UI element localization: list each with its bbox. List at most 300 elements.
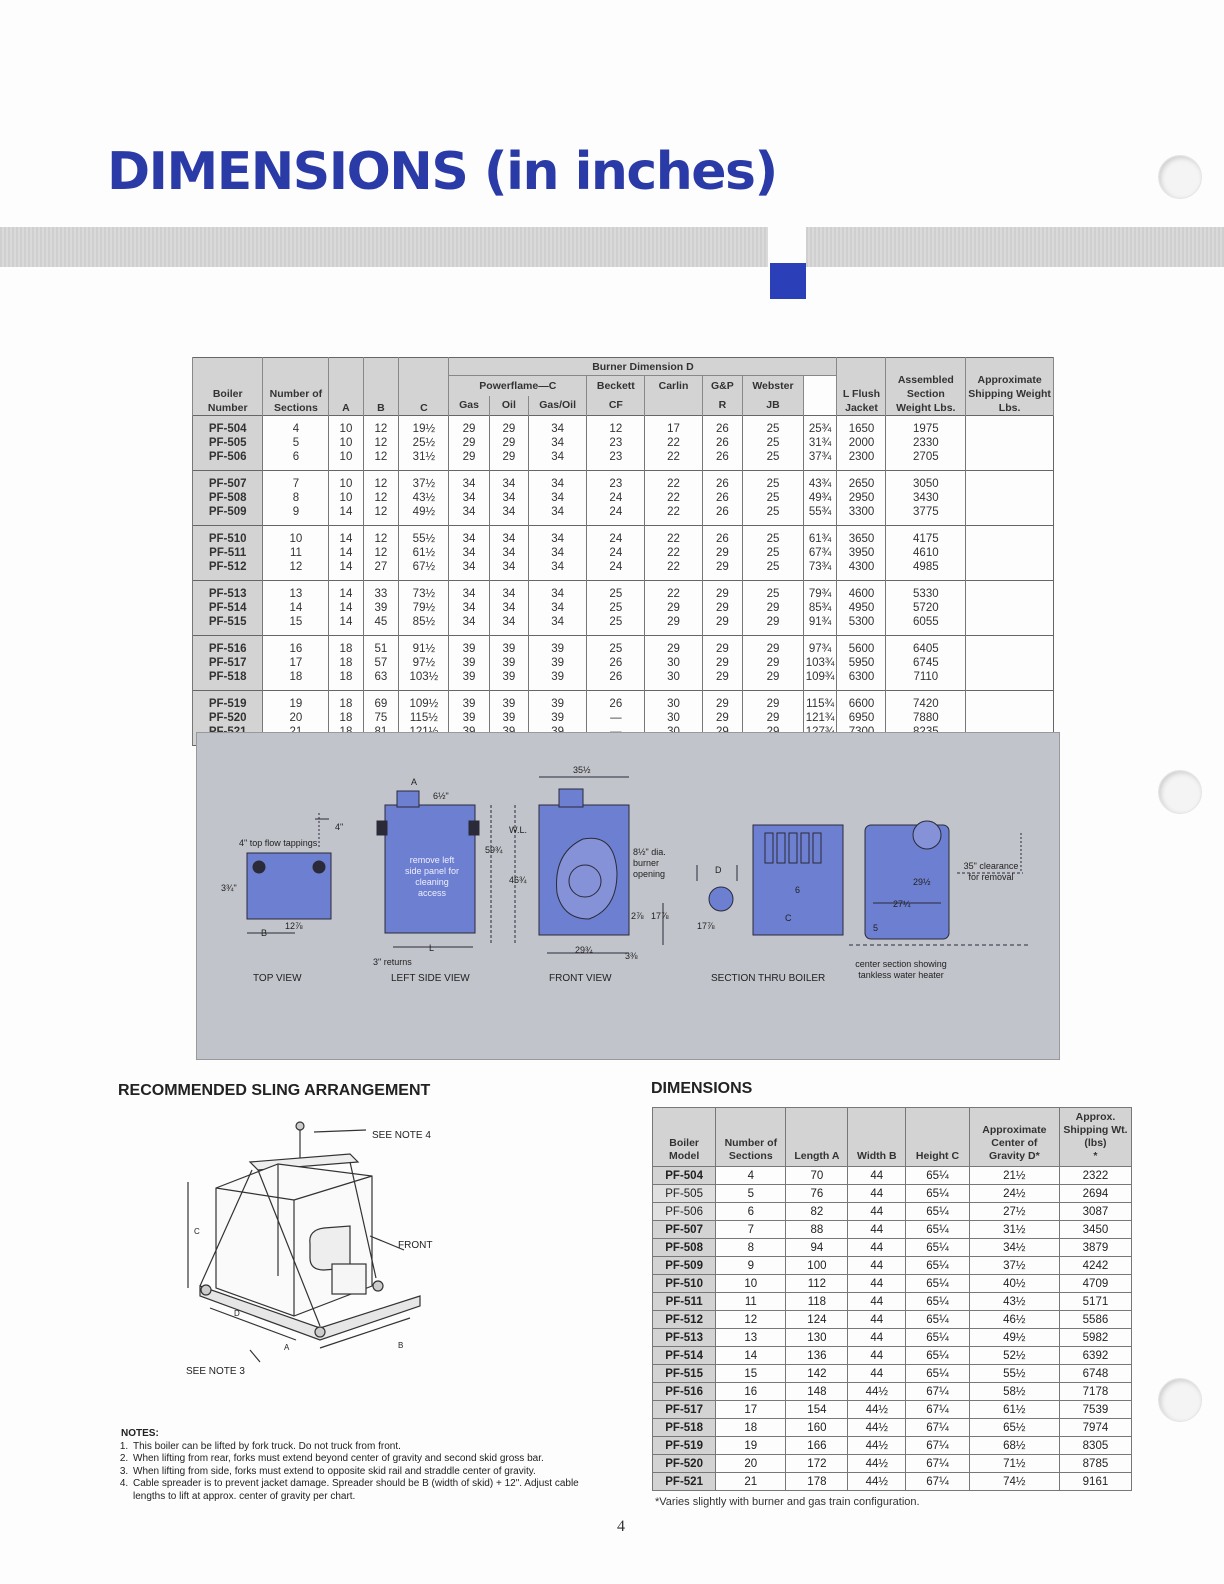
value-cell: 44½ (848, 1437, 906, 1455)
value-cell: 65¼ (906, 1221, 970, 1239)
value-cell: 136 (786, 1347, 848, 1365)
value-cell: 25 (743, 526, 803, 547)
value-cell: 30 (645, 711, 702, 725)
value-cell: 34 (449, 560, 489, 581)
value-cell: 27½ (969, 1203, 1059, 1221)
dim-a: A (411, 777, 418, 787)
value-cell: 4175 (886, 526, 966, 547)
table-row (193, 615, 1054, 636)
value-cell: 82 (786, 1203, 848, 1221)
value-cell: 34 (489, 491, 528, 505)
col-b: B (363, 358, 399, 416)
value-cell: 51 (363, 636, 399, 657)
value-cell: 2694 (1059, 1185, 1131, 1203)
value-cell: 85¾ (803, 601, 837, 615)
value-cell: 23 (587, 450, 645, 471)
value-cell: 55½ (399, 526, 449, 547)
col-length: Length A (786, 1108, 848, 1167)
value-cell: 109½ (399, 691, 449, 712)
value-cell: 109¾ (803, 670, 837, 691)
value-cell: 44½ (848, 1455, 906, 1473)
value-cell: 63 (363, 670, 399, 691)
value-cell: 15 (716, 1365, 786, 1383)
value-cell: 34 (449, 581, 489, 602)
value-cell: 29 (449, 450, 489, 471)
top-view-label: TOP VIEW (253, 973, 302, 984)
value-cell: 4610 (886, 546, 966, 560)
table-row (193, 691, 1054, 712)
value-cell: 25 (743, 471, 803, 492)
value-cell: 34 (489, 601, 528, 615)
value-cell: 79¾ (803, 581, 837, 602)
value-cell: 10 (329, 491, 363, 505)
value-cell: 65¼ (906, 1275, 970, 1293)
burner-opening-label: 8½" dia. burner opening (633, 847, 666, 879)
value-cell: 3879 (1059, 1239, 1131, 1257)
value-cell: 29 (743, 615, 803, 636)
col-center-gravity: Approximate Center of Gravity D* (969, 1108, 1059, 1167)
value-cell: 18 (329, 670, 363, 691)
sling-heading: RECOMMENDED SLING ARRANGEMENT (118, 1082, 431, 1099)
value-cell: 44 (848, 1239, 906, 1257)
value-cell: 65¼ (906, 1167, 970, 1185)
value-cell: 25 (743, 491, 803, 505)
col-webster: Webster (743, 376, 803, 396)
value-cell: 3050 (886, 471, 966, 492)
value-cell: 34 (489, 581, 528, 602)
value-cell: 67¾ (803, 546, 837, 560)
value-cell: 5330 (886, 581, 966, 602)
model-cell: PF-511 (193, 546, 263, 560)
value-cell: 44 (848, 1311, 906, 1329)
value-cell: 29 (702, 546, 743, 560)
value-cell: 3300 (837, 505, 886, 526)
value-cell: 11 (263, 546, 329, 560)
notes-heading: NOTES: (121, 1428, 159, 1439)
value-cell: 3950 (837, 546, 886, 560)
value-cell: 14 (329, 560, 363, 581)
value-cell: 43½ (969, 1293, 1059, 1311)
table-row (193, 471, 1054, 492)
value-cell: 25 (743, 436, 803, 450)
value-cell: 61½ (969, 1401, 1059, 1419)
value-cell: 34 (489, 471, 528, 492)
table-row (193, 656, 1054, 670)
value-cell: 7178 (1059, 1383, 1131, 1401)
col-a: A (329, 358, 363, 416)
value-cell: 22 (645, 546, 702, 560)
value-cell: 65¼ (906, 1293, 970, 1311)
col-flush-jacket: L Flush Jacket (837, 358, 886, 416)
model-cell: PF-518 (653, 1419, 716, 1437)
model-cell: PF-520 (193, 711, 263, 725)
value-cell: 22 (645, 436, 702, 450)
value-cell: 12 (363, 471, 399, 492)
value-cell: 19 (716, 1437, 786, 1455)
value-cell: 29 (702, 636, 743, 657)
value-cell: 4600 (837, 581, 886, 602)
value-cell: 34 (529, 436, 587, 450)
value-cell: 39 (449, 691, 489, 712)
value-cell: 61½ (399, 546, 449, 560)
value-cell: 76 (786, 1185, 848, 1203)
value-cell: 3450 (1059, 1221, 1131, 1239)
value-cell: 17 (645, 416, 702, 437)
value-cell: 75 (363, 711, 399, 725)
value-cell: 65½ (969, 1419, 1059, 1437)
table-row (653, 1455, 1132, 1473)
value-cell: 22 (645, 471, 702, 492)
value-cell: 30 (645, 691, 702, 712)
dim-6-1-2: 6½" (433, 791, 449, 801)
value-cell: 26 (702, 526, 743, 547)
sling-arrangement-drawing (180, 1118, 440, 1398)
value-cell: 24½ (969, 1185, 1059, 1203)
front-label: FRONT (398, 1240, 433, 1251)
model-cell: PF-510 (653, 1275, 716, 1293)
value-cell: 67¼ (906, 1455, 970, 1473)
value-cell: 44 (848, 1257, 906, 1275)
value-cell: 39 (449, 670, 489, 691)
model-cell: PF-519 (193, 691, 263, 712)
model-cell: PF-516 (193, 636, 263, 657)
col-section-weight: Assembled Section Weight Lbs. (886, 358, 966, 416)
value-cell: 55¾ (803, 505, 837, 526)
col-carlin-blank (645, 396, 702, 416)
value-cell: 22 (645, 505, 702, 526)
value-cell: 1975 (886, 416, 966, 437)
value-cell: 5720 (886, 601, 966, 615)
value-cell: 29 (702, 656, 743, 670)
value-cell: 7974 (1059, 1419, 1131, 1437)
value-cell: 10 (329, 450, 363, 471)
value-cell: 29 (702, 670, 743, 691)
value-cell: 44 (848, 1347, 906, 1365)
value-cell: 29 (489, 416, 528, 437)
table-row (653, 1275, 1132, 1293)
model-cell: PF-504 (193, 416, 263, 437)
value-cell: 29 (702, 691, 743, 712)
value-cell: 22 (645, 560, 702, 581)
dim-l: L (429, 943, 435, 953)
value-cell: 22 (645, 450, 702, 471)
hook-icon (296, 1122, 304, 1130)
sling-label-b: B (398, 1341, 404, 1350)
value-cell: 4709 (1059, 1275, 1131, 1293)
value-cell: 12 (363, 491, 399, 505)
table-row (653, 1473, 1132, 1491)
tankless-heater-icon (913, 821, 941, 849)
note-item: 2. When lifting from rear, forks must extend beyond center of gravity and second skid gross bar. (131, 1453, 591, 1466)
table-row (193, 450, 1054, 471)
value-cell: 44½ (848, 1473, 906, 1491)
value-cell: 20 (263, 711, 329, 725)
value-cell: 12 (363, 436, 399, 450)
footnote-star: * (1093, 1150, 1098, 1162)
value-cell: 24 (587, 560, 645, 581)
value-cell: 16 (263, 636, 329, 657)
value-cell: 6 (263, 450, 329, 471)
value-cell: 12 (363, 450, 399, 471)
value-cell: 29 (645, 601, 702, 615)
value-cell: 29 (449, 436, 489, 450)
value-cell: 2000 (837, 436, 886, 450)
value-cell: 3650 (837, 526, 886, 547)
remove-panel-label: remove left side panel for cleaning access (404, 855, 460, 898)
value-cell: 39 (489, 691, 528, 712)
value-cell: 25¾ (803, 416, 837, 437)
value-cell: 1650 (837, 416, 886, 437)
value-cell: 4242 (1059, 1257, 1131, 1275)
value-cell: 44 (848, 1221, 906, 1239)
value-cell: 20 (716, 1455, 786, 1473)
value-cell: 29 (702, 560, 743, 581)
model-cell: PF-514 (193, 601, 263, 615)
table-row (653, 1167, 1132, 1185)
value-cell: 71½ (969, 1455, 1059, 1473)
value-cell: 6 (716, 1203, 786, 1221)
value-cell: 12 (587, 416, 645, 437)
value-cell: 34 (529, 491, 587, 505)
top-tapping-right-icon (313, 861, 325, 873)
value-cell: 34 (489, 526, 528, 547)
burner-dimensions-table (192, 357, 1054, 746)
value-cell: 37½ (399, 471, 449, 492)
value-cell: 19 (263, 691, 329, 712)
sling-label-c: C (194, 1227, 200, 1236)
value-cell: 2705 (886, 450, 966, 471)
model-cell: PF-516 (653, 1383, 716, 1401)
table-row (653, 1311, 1132, 1329)
value-cell: 14 (263, 601, 329, 615)
binder-hole-icon (1158, 1378, 1202, 1422)
value-cell: 29 (489, 436, 528, 450)
model-cell: PF-506 (193, 450, 263, 471)
value-cell: 2650 (837, 471, 886, 492)
model-cell: PF-508 (193, 491, 263, 505)
value-cell: 39 (529, 691, 587, 712)
value-cell: 34 (489, 615, 528, 636)
burner-box (332, 1264, 366, 1294)
dim-2-7-8: 2⅞ (631, 911, 644, 921)
table-row (193, 491, 1054, 505)
value-cell: 73½ (399, 581, 449, 602)
value-cell: 67¼ (906, 1419, 970, 1437)
table-row (653, 1419, 1132, 1437)
value-cell: 39 (529, 711, 587, 725)
value-cell: 73¾ (803, 560, 837, 581)
table-row (653, 1293, 1132, 1311)
value-cell: 5300 (837, 615, 886, 636)
value-cell: 29 (743, 691, 803, 712)
value-cell: 29 (743, 636, 803, 657)
value-cell: 10 (329, 416, 363, 437)
value-cell: 14 (329, 581, 363, 602)
value-cell: 44 (848, 1329, 906, 1347)
boiler-views-svg (197, 733, 1059, 1059)
col-c: C (399, 358, 449, 416)
value-cell: 13 (716, 1329, 786, 1347)
sling-label-a: A (284, 1343, 290, 1352)
value-cell: 25 (743, 416, 803, 437)
value-cell: 14 (716, 1347, 786, 1365)
value-cell: 6300 (837, 670, 886, 691)
value-cell: 30 (645, 670, 702, 691)
returns-label: 3" returns (373, 957, 412, 967)
table-row (653, 1257, 1132, 1275)
table-row (653, 1401, 1132, 1419)
value-cell: 65¼ (906, 1239, 970, 1257)
table-row (653, 1329, 1132, 1347)
col-gp: G&P (702, 376, 743, 396)
model-cell: PF-515 (653, 1365, 716, 1383)
binder-hole-icon (1158, 770, 1202, 814)
col-oil: Oil (489, 396, 528, 416)
value-cell: 172 (786, 1455, 848, 1473)
table-row (653, 1347, 1132, 1365)
table-row (193, 560, 1054, 581)
table-row (653, 1203, 1132, 1221)
value-cell: 34 (449, 505, 489, 526)
value-cell: 24 (587, 546, 645, 560)
water-line-label: W.L. (509, 825, 528, 835)
value-cell: 61¾ (803, 526, 837, 547)
value-cell: 12 (363, 546, 399, 560)
value-cell: 23 (587, 471, 645, 492)
value-cell: 18 (329, 636, 363, 657)
value-cell: 2322 (1059, 1167, 1131, 1185)
value-cell: 26 (587, 656, 645, 670)
value-cell: 12 (363, 505, 399, 526)
value-cell: 30 (645, 656, 702, 670)
value-cell: 100 (786, 1257, 848, 1275)
dim-4: 4" (335, 822, 344, 832)
value-cell: 44 (848, 1185, 906, 1203)
value-cell: 94 (786, 1239, 848, 1257)
value-cell: 70 (786, 1167, 848, 1185)
value-cell: 31¾ (803, 436, 837, 450)
value-cell: 34 (529, 505, 587, 526)
model-cell: PF-504 (653, 1167, 716, 1185)
value-cell: 34 (529, 601, 587, 615)
value-cell: 22 (645, 491, 702, 505)
value-cell: 52½ (969, 1347, 1059, 1365)
value-cell: 37¾ (803, 450, 837, 471)
model-cell: PF-508 (653, 1239, 716, 1257)
note-item: 4. Cable spreader is to prevent jacket damage. Spreader should be B (width of skid) + 12". Adjust cable lengths to lift at approx. center of gravity per chart. (131, 1478, 591, 1503)
value-cell: 4300 (837, 560, 886, 581)
value-cell: 2300 (837, 450, 886, 471)
value-cell: 97¾ (803, 636, 837, 657)
model-cell: PF-521 (653, 1473, 716, 1491)
value-cell: 29 (702, 615, 743, 636)
value-cell: 103½ (399, 670, 449, 691)
value-cell: 91¾ (803, 615, 837, 636)
value-cell: 34 (489, 505, 528, 526)
dim-35-1-2: 35½ (573, 765, 591, 775)
model-cell: PF-509 (193, 505, 263, 526)
value-cell: 178 (786, 1473, 848, 1491)
value-cell: 34 (449, 471, 489, 492)
table-row (193, 601, 1054, 615)
top-flow-label: 4" top flow tappings (239, 838, 318, 848)
note-item: 3. When lifting from side, forks must extend to opposite skid rail and straddle center of gravity. (131, 1466, 591, 1479)
value-cell: 46½ (969, 1311, 1059, 1329)
value-cell: 10 (716, 1275, 786, 1293)
value-cell: 142 (786, 1365, 848, 1383)
value-cell: 25 (743, 581, 803, 602)
model-cell: PF-514 (653, 1347, 716, 1365)
value-cell: 67¼ (906, 1473, 970, 1491)
value-cell: 5 (716, 1185, 786, 1203)
col-beckett: Beckett (587, 376, 645, 396)
value-cell: 12 (716, 1311, 786, 1329)
model-cell: PF-513 (193, 581, 263, 602)
value-cell: 39 (529, 636, 587, 657)
value-cell: 39 (449, 711, 489, 725)
see-note-3-label: SEE NOTE 3 (186, 1366, 245, 1377)
dim-12-7-8: 12⅞ (285, 921, 303, 931)
value-cell: 22 (645, 526, 702, 547)
value-cell: 55½ (969, 1365, 1059, 1383)
value-cell: 4 (716, 1167, 786, 1185)
table-row (653, 1437, 1132, 1455)
dim-29-3-4: 29¾ (575, 945, 593, 955)
value-cell: 25 (587, 636, 645, 657)
value-cell: 154 (786, 1401, 848, 1419)
value-cell: 5982 (1059, 1329, 1131, 1347)
value-cell: 29 (743, 656, 803, 670)
dim-b: B (261, 928, 268, 938)
value-cell: 2950 (837, 491, 886, 505)
see-note-4-label: SEE NOTE 4 (372, 1130, 431, 1141)
value-cell: 4985 (886, 560, 966, 581)
value-cell: 24 (587, 491, 645, 505)
model-cell: PF-505 (653, 1185, 716, 1203)
value-cell: 2330 (886, 436, 966, 450)
value-cell: 25 (743, 450, 803, 471)
table-row (653, 1185, 1132, 1203)
value-cell: 7880 (886, 711, 966, 725)
section-body (753, 825, 843, 935)
value-cell: 6405 (886, 636, 966, 657)
value-cell: 25 (743, 505, 803, 526)
value-cell: 5171 (1059, 1293, 1131, 1311)
page-number: 4 (617, 1518, 625, 1535)
value-cell: 29 (645, 636, 702, 657)
value-cell: 44 (848, 1167, 906, 1185)
value-cell: 5586 (1059, 1311, 1131, 1329)
value-cell: 26 (702, 505, 743, 526)
value-cell: 34 (449, 546, 489, 560)
value-cell: 85½ (399, 615, 449, 636)
value-cell: 69 (363, 691, 399, 712)
value-cell: 26 (702, 436, 743, 450)
table-row (193, 581, 1054, 602)
table-row (193, 416, 1054, 437)
dim-17-7-8-b: 17⅞ (697, 921, 715, 931)
col-width: Width B (848, 1108, 906, 1167)
value-cell: — (587, 711, 645, 725)
table-row (653, 1221, 1132, 1239)
value-cell: 97½ (399, 656, 449, 670)
value-cell: 49¾ (803, 491, 837, 505)
value-cell: 17 (263, 656, 329, 670)
model-cell: PF-510 (193, 526, 263, 547)
value-cell: 88 (786, 1221, 848, 1239)
dimensions-heading: DIMENSIONS (651, 1080, 753, 1097)
value-cell: 31½ (969, 1221, 1059, 1239)
